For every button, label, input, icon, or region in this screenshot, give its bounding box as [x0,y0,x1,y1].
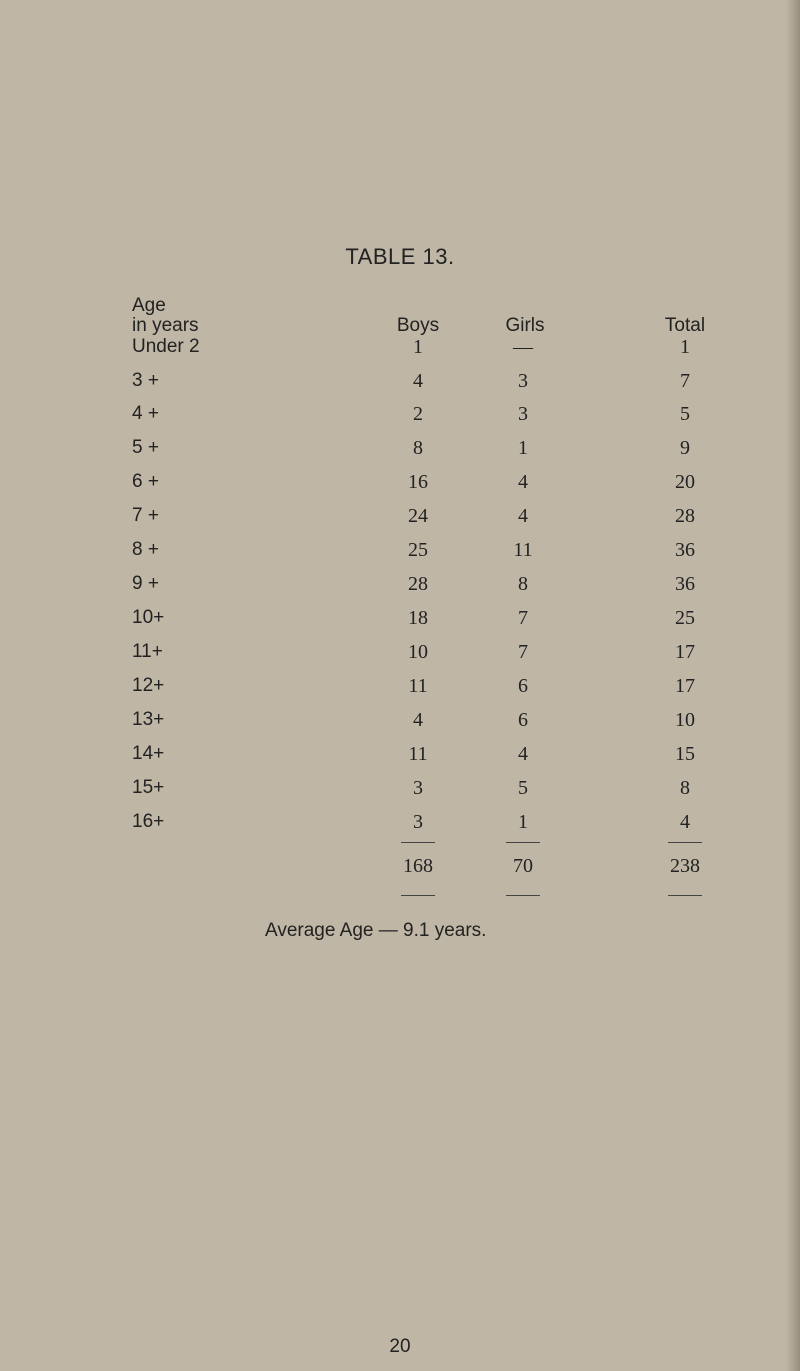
boys-rule-top [401,842,435,843]
boys-rule-bottom [401,895,435,896]
boys-cell: 24 [408,505,428,527]
boys-header: Boys [396,315,440,336]
table-row [0,505,800,533]
age-cell: Under 2 [132,336,200,357]
girls-rule-bottom [506,895,540,896]
table-row [0,437,800,465]
total-header: Total [664,315,706,336]
boys-cell: 4 [413,370,423,392]
boys-cell: 10 [408,641,428,663]
table-row [0,607,800,635]
table-row [0,573,800,601]
table-row [0,675,800,703]
total-cell: 17 [675,675,695,697]
table-row [0,403,800,431]
girls-cell: 4 [518,505,528,527]
boys-cell: 2 [413,403,423,425]
girls-cell: — [513,336,533,358]
total-cell: 5 [680,403,690,425]
boys-cell: 11 [408,675,428,697]
average-age-note: Average Age — 9.1 years. [265,920,487,941]
table-row [0,811,800,839]
age-cell: 8 + [132,539,159,560]
girls-cell: 1 [518,437,528,459]
girls-cell: 1 [518,811,528,833]
total-cell: 28 [675,505,695,527]
total-cell: 7 [680,370,690,392]
total-cell: 20 [675,471,695,493]
girls-cell: 7 [518,641,528,663]
girls-rule-top [506,842,540,843]
girls-header: Girls [505,315,545,336]
age-cell: 13+ [132,709,165,730]
girls-cell: 3 [518,403,528,425]
total-cell: 9 [680,437,690,459]
girls-cell: 4 [518,743,528,765]
age-cell: 14+ [132,743,165,764]
girls-cell: 3 [518,370,528,392]
girls-cell: 4 [518,471,528,493]
girls-cell: 7 [518,607,528,629]
total-cell: 36 [675,573,695,595]
table-row [0,641,800,669]
table-title: TABLE 13. [345,244,455,269]
girls-cell: 6 [518,709,528,731]
age-cell: 12+ [132,675,165,696]
boys-cell: 16 [408,471,428,493]
total-cell: 8 [680,777,690,799]
total-cell: 10 [675,709,695,731]
total-cell: 15 [675,743,695,765]
age-cell: 16+ [132,811,165,832]
girls-cell: 6 [518,675,528,697]
table-row [0,743,800,771]
table-row [0,336,800,364]
boys-cell: 3 [413,777,423,799]
age-cell: 11+ [132,641,163,662]
table-row [0,777,800,805]
boys-cell: 4 [413,709,423,731]
boys-cell: 18 [408,607,428,629]
girls-cell: 8 [518,573,528,595]
table-row [0,370,800,398]
total-cell: 4 [680,811,690,833]
girls-cell: 5 [518,777,528,799]
grand-total: 238 [670,855,700,877]
age-header-line1: Age [132,295,166,316]
age-cell: 10+ [132,607,165,628]
total-cell: 17 [675,641,695,663]
table-row [0,471,800,499]
table-row [0,709,800,737]
boys-cell: 11 [408,743,428,765]
total-cell: 25 [675,607,695,629]
age-cell: 9 + [132,573,159,594]
total-rule-bottom [668,895,702,896]
age-header-line2: in years [132,315,199,336]
girls-total: 70 [513,855,533,877]
boys-cell: 1 [413,336,423,358]
age-cell: 6 + [132,471,159,492]
boys-cell: 25 [408,539,428,561]
age-cell: 15+ [132,777,165,798]
boys-cell: 28 [408,573,428,595]
boys-cell: 3 [413,811,423,833]
page-number: 20 [389,1336,411,1357]
age-cell: 4 + [132,403,159,424]
total-cell: 1 [680,336,690,358]
boys-total: 168 [403,855,433,877]
age-cell: 3 + [132,370,159,391]
age-cell: 7 + [132,505,159,526]
total-cell: 36 [675,539,695,561]
table-row [0,539,800,567]
boys-cell: 8 [413,437,423,459]
total-rule-top [668,842,702,843]
age-cell: 5 + [132,437,159,458]
girls-cell: 11 [513,539,533,561]
